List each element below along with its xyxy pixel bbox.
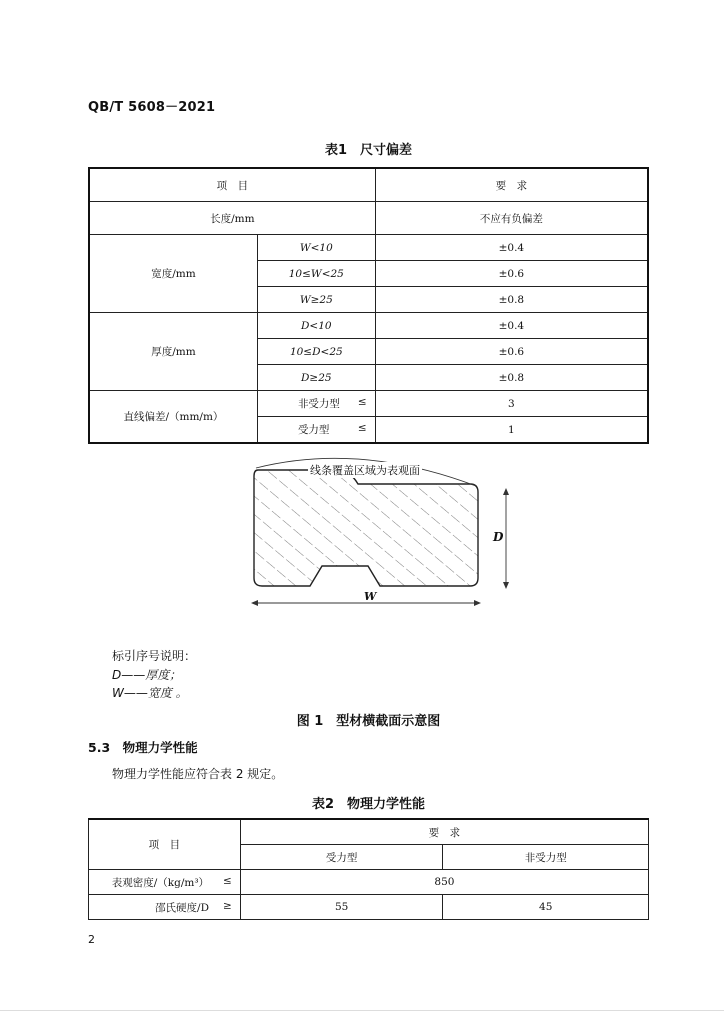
t1-length-req: 不应有负偏差 bbox=[375, 202, 648, 235]
t2-density-symbol: ≤ bbox=[223, 874, 232, 887]
t2-subheader-load: 受力型 bbox=[240, 845, 443, 870]
t1-straightness-type-cell bbox=[257, 391, 375, 417]
section-text: 物理力学性能应符合表 2 规定。 bbox=[112, 767, 284, 781]
t1-width-cond: W<10 bbox=[257, 235, 375, 261]
t2-density-cell bbox=[89, 870, 241, 895]
table1-caption: 表1 尺寸偏差 bbox=[324, 143, 413, 158]
t1-width-req: ±0.6 bbox=[375, 261, 648, 287]
t2-hardness-cell bbox=[89, 895, 241, 920]
t1-straightness-req: 3 bbox=[375, 391, 648, 417]
t1-header-req: 要 求 bbox=[375, 168, 648, 202]
t1-width-req: ±0.8 bbox=[375, 287, 648, 313]
t2-hardness-nonload: 45 bbox=[443, 895, 649, 920]
table2-caption: 表2 物理力学性能 bbox=[311, 797, 426, 812]
t1-straightness-label: 直线偏差/（mm/m） bbox=[89, 391, 257, 444]
t1-width-cond: 10≤W<25 bbox=[257, 261, 375, 287]
w-dimension-label: W bbox=[364, 590, 377, 603]
t1-length-label: 长度/mm bbox=[89, 202, 375, 235]
t1-straightness-req: 1 bbox=[375, 417, 648, 444]
page-bottom-divider bbox=[0, 1010, 724, 1011]
w-arrow-left bbox=[251, 600, 258, 606]
t1-width-req: ±0.4 bbox=[375, 235, 648, 261]
t1-thickness-cond: D<10 bbox=[257, 313, 375, 339]
t2-hardness-label: 邵氏硬度/D bbox=[155, 901, 210, 914]
t1-straightness-type-cell bbox=[257, 417, 375, 444]
document-code: QB/T 5608－2021 bbox=[88, 100, 216, 115]
d-arrow-bottom bbox=[503, 582, 509, 589]
t1-straightness-type: 受力型 bbox=[297, 424, 330, 436]
figure1-caption: 图 1 型材横截面示意图 bbox=[296, 714, 441, 729]
t1-width-cond: W≥25 bbox=[257, 287, 375, 313]
surface-annotation: 线条覆盖区域为表观面 bbox=[310, 464, 420, 477]
profile-shape bbox=[254, 470, 478, 586]
t2-header-item: 项 目 bbox=[89, 819, 241, 870]
t2-density-value: 850 bbox=[240, 870, 648, 895]
d-arrow-top bbox=[503, 488, 509, 495]
t1-straightness-symbol: ≤ bbox=[357, 396, 367, 408]
d-dimension-label: D bbox=[493, 530, 504, 544]
t1-thickness-req: ±0.4 bbox=[375, 313, 648, 339]
t1-thickness-req: ±0.8 bbox=[375, 365, 648, 391]
t2-header-req: 要 求 bbox=[240, 819, 648, 845]
table1-dimension-tolerance bbox=[88, 167, 649, 444]
t1-straightness-symbol: ≤ bbox=[357, 422, 367, 434]
t2-hardness-load: 55 bbox=[240, 895, 443, 920]
t1-thickness-label: 厚度/mm bbox=[89, 313, 257, 391]
t1-thickness-cond: D≥25 bbox=[257, 365, 375, 391]
t2-density-label: 表观密度/（kg/m³） bbox=[111, 876, 210, 889]
t1-thickness-cond: 10≤D<25 bbox=[257, 339, 375, 365]
w-arrow-right bbox=[474, 600, 481, 606]
t1-width-label: 宽度/mm bbox=[89, 235, 257, 313]
legend-w: W——宽度 。 bbox=[112, 686, 188, 700]
t2-hardness-symbol: ≥ bbox=[223, 899, 232, 912]
page-number: 2 bbox=[88, 933, 95, 946]
t1-straightness-type: 非受力型 bbox=[297, 398, 340, 410]
t2-subheader-nonload: 非受力型 bbox=[443, 845, 649, 870]
table2-physical-mechanical bbox=[88, 818, 649, 920]
section-heading: 5.3 物理力学性能 bbox=[88, 740, 198, 755]
legend-title: 标引序号说明： bbox=[112, 649, 197, 663]
t1-header-item: 项 目 bbox=[89, 168, 375, 202]
legend-d: D——厚度； bbox=[112, 668, 182, 682]
t1-thickness-req: ±0.6 bbox=[375, 339, 648, 365]
